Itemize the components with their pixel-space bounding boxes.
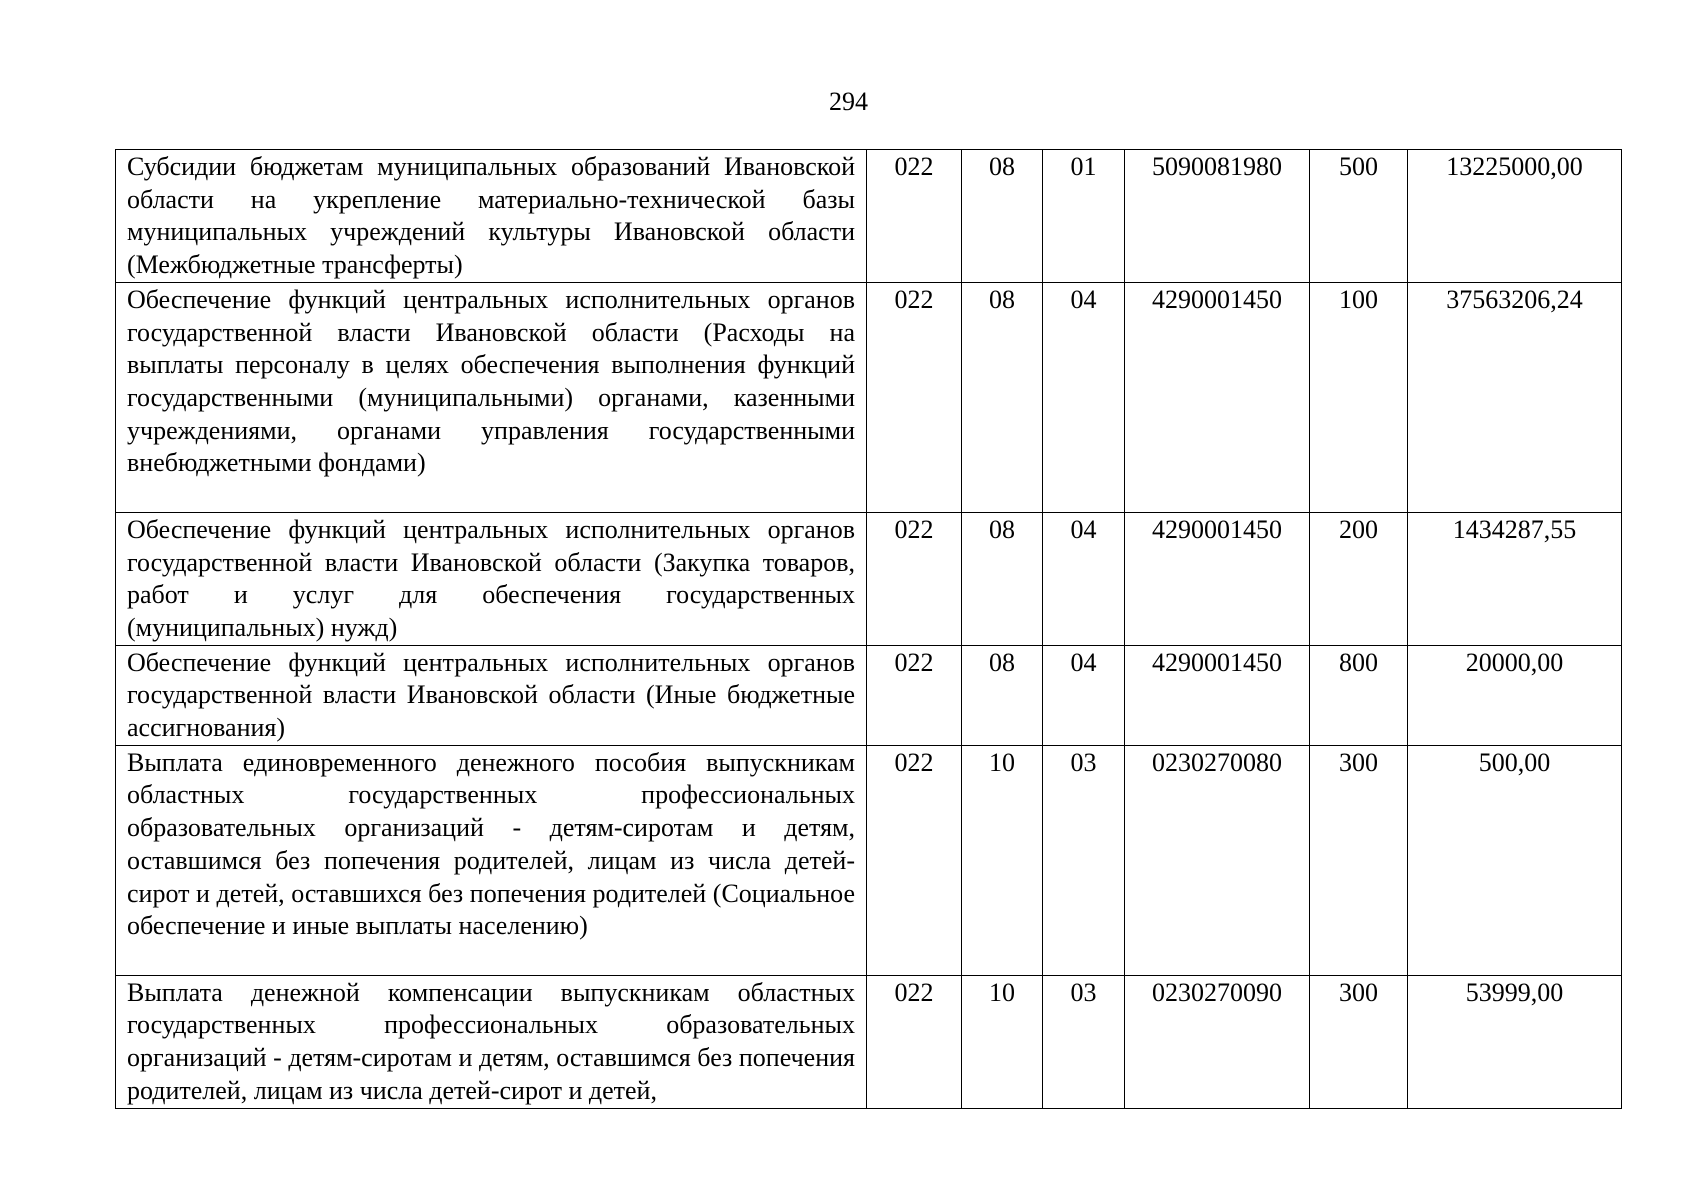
subsection-code: 04 (1043, 645, 1125, 745)
section-code: 08 (962, 282, 1043, 512)
section-code: 08 (962, 645, 1043, 745)
ministry-code: 022 (867, 282, 962, 512)
expense-type-code: 300 (1310, 745, 1408, 975)
table-row (116, 150, 1622, 283)
ministry-code: 022 (867, 512, 962, 645)
target-code: 4290001450 (1125, 645, 1310, 745)
ministry-code: 022 (867, 645, 962, 745)
row-description: Обеспечение функций центральных исполнительных органов государственной власти Ивановской области (Расходы на выплаты персоналу в целях обеспечения выполнения функций государственными (муниципальными) органами, казенными учреждениями, органами управления государственными внебюджетными фондами) (116, 282, 867, 512)
amount: 1434287,55 (1408, 512, 1622, 645)
amount: 20000,00 (1408, 645, 1622, 745)
budget-table (115, 149, 1622, 1109)
expense-type-code: 800 (1310, 645, 1408, 745)
target-code: 0230270080 (1125, 745, 1310, 975)
table-row (116, 282, 1622, 512)
row-description: Обеспечение функций центральных исполнительных органов государственной власти Ивановской области (Закупка товаров, работ и услуг для обеспечения государственных (муниципальных) нужд) (116, 512, 867, 645)
subsection-code: 04 (1043, 512, 1125, 645)
table-row (116, 975, 1622, 1108)
amount: 37563206,24 (1408, 282, 1622, 512)
section-code: 08 (962, 512, 1043, 645)
expense-type-code: 100 (1310, 282, 1408, 512)
amount: 500,00 (1408, 745, 1622, 975)
section-code: 10 (962, 745, 1043, 975)
row-description: Обеспечение функций центральных исполнительных органов государственной власти Ивановской области (Иные бюджетные ассигнования) (116, 645, 867, 745)
amount: 53999,00 (1408, 975, 1622, 1108)
ministry-code: 022 (867, 150, 962, 283)
row-description: Выплата единовременного денежного пособия выпускникам областных государственных профессиональных образовательных организаций - детям-сиротам и детям, оставшимся без попечения родителей, лицам из числа детей-сирот и детей, оставшихся без попечения родителей (Социальное обеспечение и иные выплаты населению) (116, 745, 867, 975)
page-number: 294 (829, 87, 868, 116)
ministry-code: 022 (867, 745, 962, 975)
expense-type-code: 500 (1310, 150, 1408, 283)
target-code: 4290001450 (1125, 282, 1310, 512)
subsection-code: 03 (1043, 975, 1125, 1108)
table-row (116, 745, 1622, 975)
row-description: Субсидии бюджетам муниципальных образований Ивановской области на укрепление материально-технической базы муниципальных учреждений культуры Ивановской области (Межбюджетные трансферты) (116, 150, 867, 283)
table-row (116, 512, 1622, 645)
expense-type-code: 300 (1310, 975, 1408, 1108)
target-code: 4290001450 (1125, 512, 1310, 645)
target-code: 5090081980 (1125, 150, 1310, 283)
ministry-code: 022 (867, 975, 962, 1108)
row-description: Выплата денежной компенсации выпускникам областных государственных профессиональных образовательных организаций - детям-сиротам и детям, оставшимся без попечения родителей, лицам из числа детей-сирот и детей, (116, 975, 867, 1108)
target-code: 0230270090 (1125, 975, 1310, 1108)
subsection-code: 04 (1043, 282, 1125, 512)
expense-type-code: 200 (1310, 512, 1408, 645)
table-row (116, 645, 1622, 745)
subsection-code: 03 (1043, 745, 1125, 975)
amount: 13225000,00 (1408, 150, 1622, 283)
subsection-code: 01 (1043, 150, 1125, 283)
section-code: 08 (962, 150, 1043, 283)
section-code: 10 (962, 975, 1043, 1108)
